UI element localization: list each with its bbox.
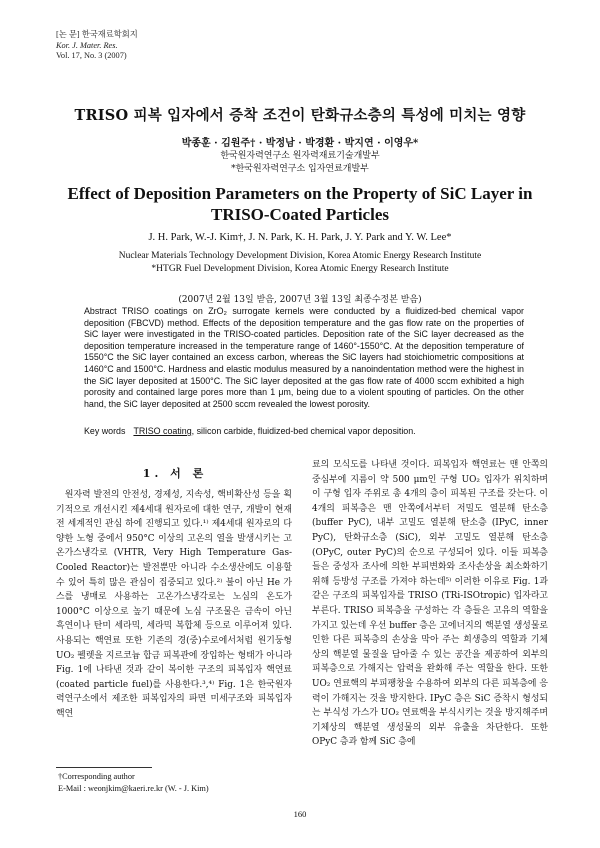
footnote-divider	[56, 767, 152, 768]
body-paragraph-right: 료의 모식도를 나타낸 것이다. 피복입자 핵연료는 맨 안쪽의 중심부에 지름이 약 500 μm인 구형 UO₂ 입자가 위치하며 이 구형 입자 주위로 총 4개의 층이 피복된 구조를 갖는다. 이 4개의 피복층은 맨 안쪽에서부터 저밀도 열분해 탄소층 (buffer PyC), 내부 고밀도 열분해 탄소층 (IPyC, inner PyC), 탄화규소층 (SiC), 외부 고밀도 열분해 탄소층 (OPyC, outer PyC)의 순으로 구성되어 있다. 이들 피복층들은 중성자 조사에 의한 부피변화와 조사손상을 최소화하기 위해 등방성 구조를 가져야 하는데⁵⁾ 이러한 이유로 Fig. 1과 같은 구조의 피복입자를 TRISO (TRi-ISOtropic) 입자라고 부른다. TRISO 피복층을 구성하는 각 층들은 고유의 역할을 가지고 있는데 우선 buffer 층은 고에너지의 핵분열 생성물로 인한 다른 피복층의 손상을 막아 주는 희생층의 역할과 기체상의 핵분열 물질을 담아줄 수 있는 공간을 제공하여 외부의 피복층으로 가해지는 압력을 완화해 주는 역할을 한다. 또한 UO₂ 연료핵의 부피팽창을 수용하여 외부의 다른 피복층에 응력이 가해지는 것을 방지한다. IPyC 층은 SiC 증착시 형성되는 부식성 가스가 UO₂ 연료핵을 부식시키는 것을 방지해주며 기체상의 핵분열 생성물의 외부 유출을 차단한다. 또한 OPyC 층과 함께 SiC 층에	[312, 460, 548, 748]
journal-name: Kor. J. Mater. Res.	[56, 40, 118, 50]
corresponding-author-note: †Corresponding author	[58, 772, 135, 781]
abstract-text: TRISO coatings on ZrO₂ surrogate kernels were conducted by a fluidized-bed chemical vapor deposition (FBCVD) method. Effects of the deposition temperature and the gas flow rate on the properties of SiC layer were investigated in the TRISO-coated particles. Deposition rate of the SiC layer decreased as the deposition temperature increased in the temperature range of 1460°-1550°C. At the deposition temperature of 1550°C the SiC layer contained an excess carbon, whereas the SiC layers had stoichiometric compositions at 1460°C and 1500°C. Hardness and elastic modulus measured by a nanoindentation method were the highest in the SiC layer deposited at 1500°C. The SiC layer deposited at the gas flow rate of 4000 sccm exhibited a high porosity and contained large pores more than 1 μm, being due to a violent spouting of particles. On the other hand, the SiC layer deposited at 2500 sccm revealed the lowest porosity.	[84, 306, 524, 409]
english-title-line-1: Effect of Deposition Parameters on the Property of SiC Layer in	[67, 184, 533, 203]
section-heading-introduction: 1. 서 론	[142, 467, 208, 480]
journal-header	[56, 30, 138, 62]
korean-title: TRISO 피복 입자에서 증착 조건이 탄화규소층의 특성에 미치는 영향	[74, 107, 526, 124]
body-column-right	[312, 458, 548, 750]
abstract-label: Abstract	[84, 306, 117, 316]
english-title	[40, 183, 560, 225]
english-affiliation-2: *HTGR Fuel Development Division, Korea Atomic Energy Research Institute	[151, 263, 449, 274]
korean-authors: 박종훈 · 김원주† · 박정남 · 박경환 · 박지연 · 이영우*	[181, 138, 419, 149]
english-affiliations	[40, 250, 560, 275]
korean-affiliations	[40, 150, 560, 176]
footnote	[58, 771, 209, 795]
english-authors: J. H. Park, W.-J. Kim†, J. N. Park, K. H. Park, J. Y. Park and Y. W. Lee*	[148, 232, 452, 243]
body-paragraph-left: 원자력 발전의 안전성, 경제성, 지속성, 핵비확산성 등을 획기적으로 개선시킨 제4세대 원자로에 대한 연구, 개발이 현재 전 세계적인 관심 하에 진행되고 있다.¹⁾ 제4세대 원자로의 다양한 노형 중에서 950°C 이상의 고온의 열을 발생시키는 고온가스냉각로 (VHTR, Very High Temperature Gas-Cooled Reactor)는 발전뿐만 아니라 수소생산에도 이용할 수 있어 특히 많은 관심이 집중되고 있다.²⁾ 불이 아닌 He 가스를 냉매로 사용하는 고온가스냉각로는 노심의 온도가 1000°C 이상으로 높기 때문에 노심 구조물은 금속이 아닌 흑연이나 탄미 세라믹, 세라믹 복합체 등으로 이루어져 있다. 사용되는 핵연료 또한 기존의 경(중)수로에서처럼 원기둥형 UO₂ 펠렛을 지르코늄 합금 피복관에 장입하는 형태가 아니라 Fig. 1에 나타낸 것과 같이 복이한 구조의 피복입자 핵연료 (coated particle fuel)를 사용한다.³,⁴⁾ Fig. 1은 한국원자력연구소에서 제조한 피복입자의 파면 미세구조와 피복입자 핵연	[56, 490, 292, 719]
journal-volume: Vol. 17, No. 3 (2007)	[56, 51, 127, 61]
journal-category: [논 문] 한국재료학회지	[56, 30, 138, 39]
page-number: 160	[293, 809, 307, 819]
received-dates: (2007년 2월 13일 받음, 2007년 3월 13일 최종수정본 받음)	[178, 295, 422, 305]
korean-affiliation-2: *한국원자력연구소 입자연료개발부	[231, 164, 369, 174]
keywords	[84, 426, 524, 436]
keywords-rest: , silicon carbide, fluidized-bed chemical vapor deposition.	[191, 426, 416, 436]
english-title-line-2: TRISO-Coated Particles	[210, 205, 389, 224]
keyword-triso-coating: TRISO coating	[133, 426, 192, 436]
keywords-label: Key words	[84, 426, 126, 436]
abstract	[84, 306, 524, 410]
english-affiliation-1: Nuclear Materials Technology Development Division, Korea Atomic Energy Research Institute	[118, 251, 482, 261]
body-column-left	[56, 488, 292, 722]
author-email: E-Mail : weonjkim@kaeri.re.kr (W. - J. Kim)	[58, 784, 209, 793]
korean-affiliation-1: 한국원자력연구소 원자력재료기술개발부	[220, 151, 380, 161]
